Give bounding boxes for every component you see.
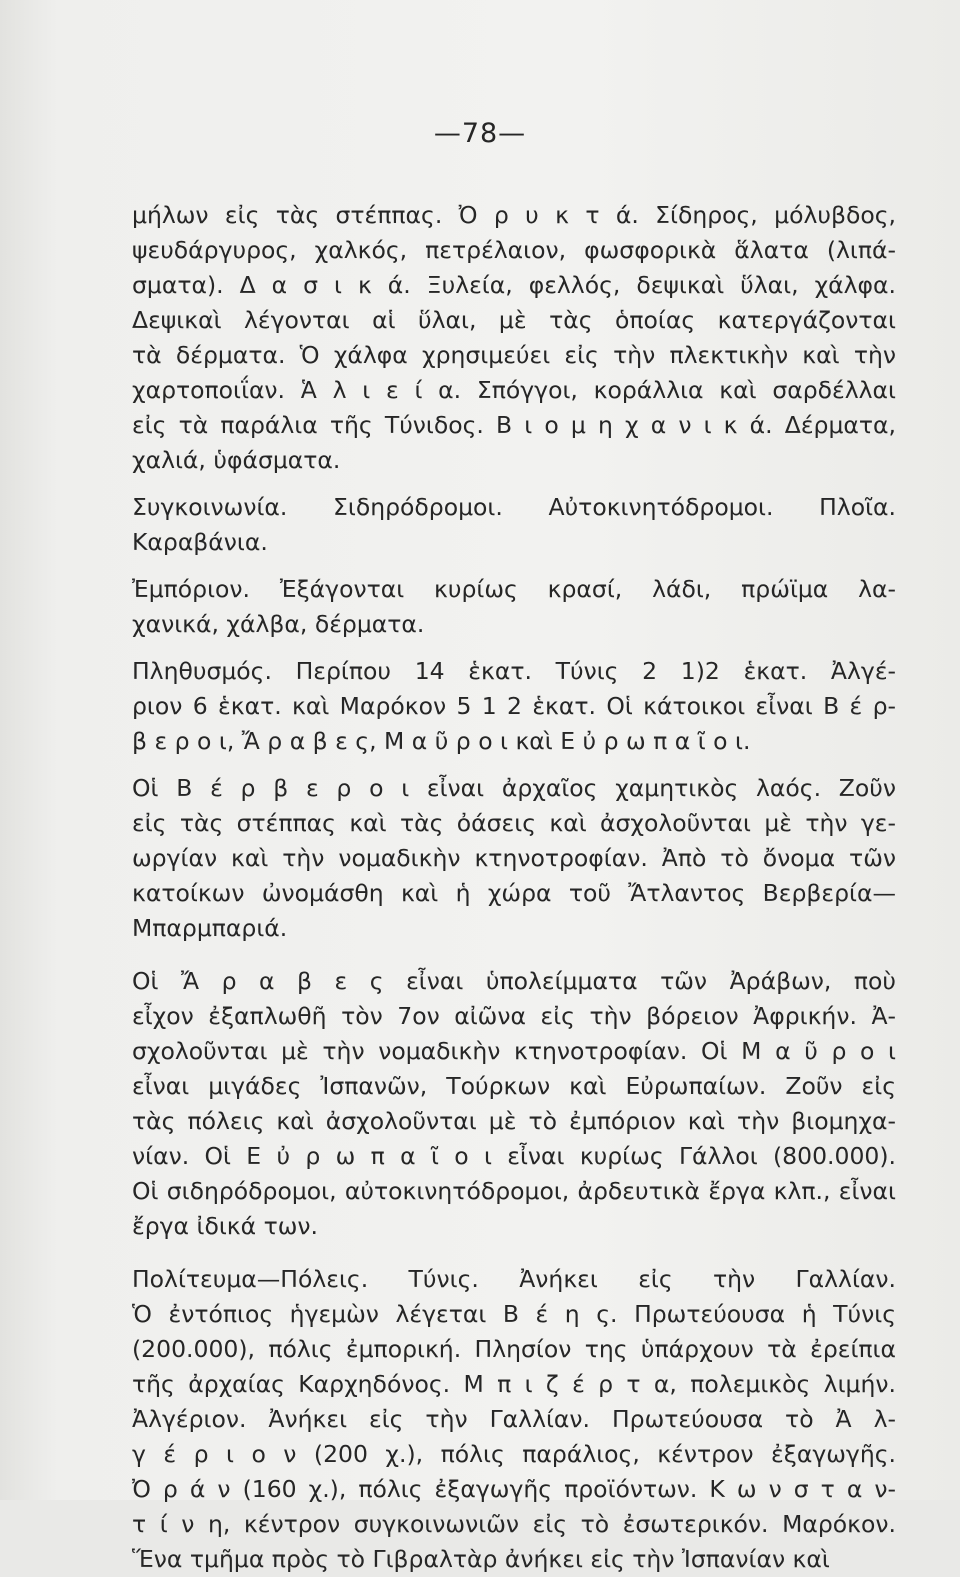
text-line: Ἐμπόριον. Ἐξάγονται κυρίως κρασί, λάδι, πρώϊμα λα- [132,575,896,603]
text-line: τὰς πόλεις καὶ ἀσχολοῦνται μὲ τὸ ἐμπόριον καὶ τὴν βιομηχα- [132,1107,896,1135]
text-line: Δεψικαὶ λέγονται αἱ ὕλαι, μὲ τὰς ὁποίας κατεργάζονται [132,306,896,334]
text-line: μήλων εἰς τὰς στέππας. Ὀ ρ υ κ τ ά. Σίδηρος, μόλυβδος, [132,201,896,229]
text-line: ψευδάργυρος, χαλκός, πετρέλαιον, φωσφορικὰ ἅλατα (λιπά- [132,236,896,264]
text-line: χαρτοποιΐαν. Ἁ λ ι ε ί α. Σπόγγοι, κοράλλια καὶ σαρδέλλαι [132,376,896,404]
paragraph [132,964,896,1244]
text-line: Ὀ ρ ά ν (160 χ.), πόλις ἐξαγωγῆς προϊόντων. Κ ω ν σ τ α ν- [132,1475,896,1503]
text-line: Ὁ ἐντόπιος ἡγεμὼν λέγεται Β έ η ς. Πρωτεύουσα ἡ Τύνις [132,1300,896,1328]
paragraph-gap [132,642,896,654]
text-line: εἰς τὰς στέππας καὶ τὰς ὀάσεις καὶ ἀσχολοῦνται μὲ τὴν γε- [132,809,896,837]
text-line: χαλιά, ὑφάσματα. [132,446,341,474]
text-line: τ ί ν η, κέντρον συγκοινωνιῶν εἰς τὸ ἐσωτερικόν. Μαρόκον. [132,1510,896,1538]
text-line: εἰς τὰ παράλια τῆς Τύνιδος. Β ι ο μ η χ α ν ι κ ά. Δέρματα, [132,411,896,439]
text-line: Οἱ σιδηρόδρομοι, αὐτοκινητόδρομοι, ἀρδευτικὰ ἔργα κλπ., εἶναι [132,1177,896,1205]
paragraph [132,572,896,642]
text-line: τὰ δέρματα. Ὁ χάλφα χρησιμεύει εἰς τὴν πλεκτικὴν καὶ τὴν [132,341,896,369]
text-line: τῆς ἀρχαίας Καρχηδόνος. Μ π ι ζ έ ρ τ α, πολεμικὸς λιμήν. [132,1370,896,1398]
paragraph [132,198,896,478]
paragraph-gap [132,560,896,572]
text-line: Μπαρμπαριά. [132,914,288,942]
text-line: ἔργα ἰδικά των. [132,1212,319,1240]
paragraph-gap [132,478,896,490]
text-line: β ε ρ ο ι, Ἄ ρ α β ε ς, Μ α ῦ ρ ο ι καὶ Ε ὐ ρ ω π α ῖ ο ι. [132,727,751,755]
text-line: Πολίτευμα—Πόλεις. Τύνις. Ἀνήκει εἰς τὴν Γαλλίαν. [132,1265,896,1293]
text-line: Καραβάνια. [132,528,268,556]
paragraph-gap [132,1244,896,1262]
text-line: εἶχον ἐξαπλωθῆ τὸν 7ον αἰῶνα εἰς τὴν βόρειον Ἀφρικήν. Ἀ- [132,1002,896,1030]
paragraph [132,490,896,560]
paragraph [132,1262,896,1577]
paragraph-gap [132,946,896,964]
text-line: Πληθυσμός. Περίπου 14 ἑκατ. Τύνις 2 1)2 ἑκατ. Ἀλγέ- [132,657,896,685]
text-line: εἶναι μιγάδες Ἰσπανῶν, Τούρκων καὶ Εὐρωπαίων. Ζοῦν εἰς [132,1072,896,1100]
text-line: νίαν. Οἱ Ε ὐ ρ ω π α ῖ ο ι εἶναι κυρίως Γάλλοι (800.000). [132,1142,896,1170]
text-line: Ἕνα τμῆμα πρὸς τὸ Γιβραλτὰρ ἀνήκει εἰς τὴν Ἰσπανίαν καὶ [132,1545,830,1573]
paragraph [132,654,896,759]
text-line: ωργίαν καὶ τὴν νομαδικὴν κτηνοτροφίαν. Ἀπὸ τὸ ὄνομα τῶν [132,844,896,872]
page-body-text [132,198,896,1577]
text-line: χανικά, χάλβα, δέρματα. [132,610,425,638]
text-line: γ έ ρ ι ο ν (200 χ.), πόλις παράλιος, κέντρον ἐξαγωγῆς. [132,1440,896,1468]
page-number: —78— [433,118,527,149]
text-line: σματα). Δ α σ ι κ ά. Ξυλεία, φελλός, δεψικαὶ ὕλαι, χάλφα. [132,271,896,299]
text-line: (200.000), πόλις ἐμπορική. Πλησίον της ὑπάρχουν τὰ ἐρείπια [132,1335,896,1363]
text-line: ριον 6 ἑκατ. καὶ Μαρόκον 5 1 2 ἑκατ. Οἱ κάτοικοι εἶναι Β έ ρ- [132,692,896,720]
paragraph-gap [132,759,896,771]
paragraph [132,771,896,946]
text-line: κατοίκων ὠνομάσθη καὶ ἡ χώρα τοῦ Ἄτλαντος Βερβερία— [132,879,896,907]
text-line: Συγκοινωνία. Σιδηρόδρομοι. Αὐτοκινητόδρομοι. Πλοῖα. [132,493,896,521]
text-line: Οἱ Β έ ρ β ε ρ ο ι εἶναι ἀρχαῖος χαμητικὸς λαός. Ζοῦν [132,774,896,802]
text-line: Ἀλγέριον. Ἀνήκει εἰς τὴν Γαλλίαν. Πρωτεύουσα τὸ Ἀ λ- [132,1405,896,1433]
text-line: Οἱ Ἄ ρ α β ε ς εἶναι ὑπολείμματα τῶν Ἀράβων, ποὺ [132,967,896,995]
text-line: σχολοῦνται μὲ τὴν νομαδικὴν κτηνοτροφίαν. Οἱ Μ α ῦ ρ ο ι [132,1037,896,1065]
